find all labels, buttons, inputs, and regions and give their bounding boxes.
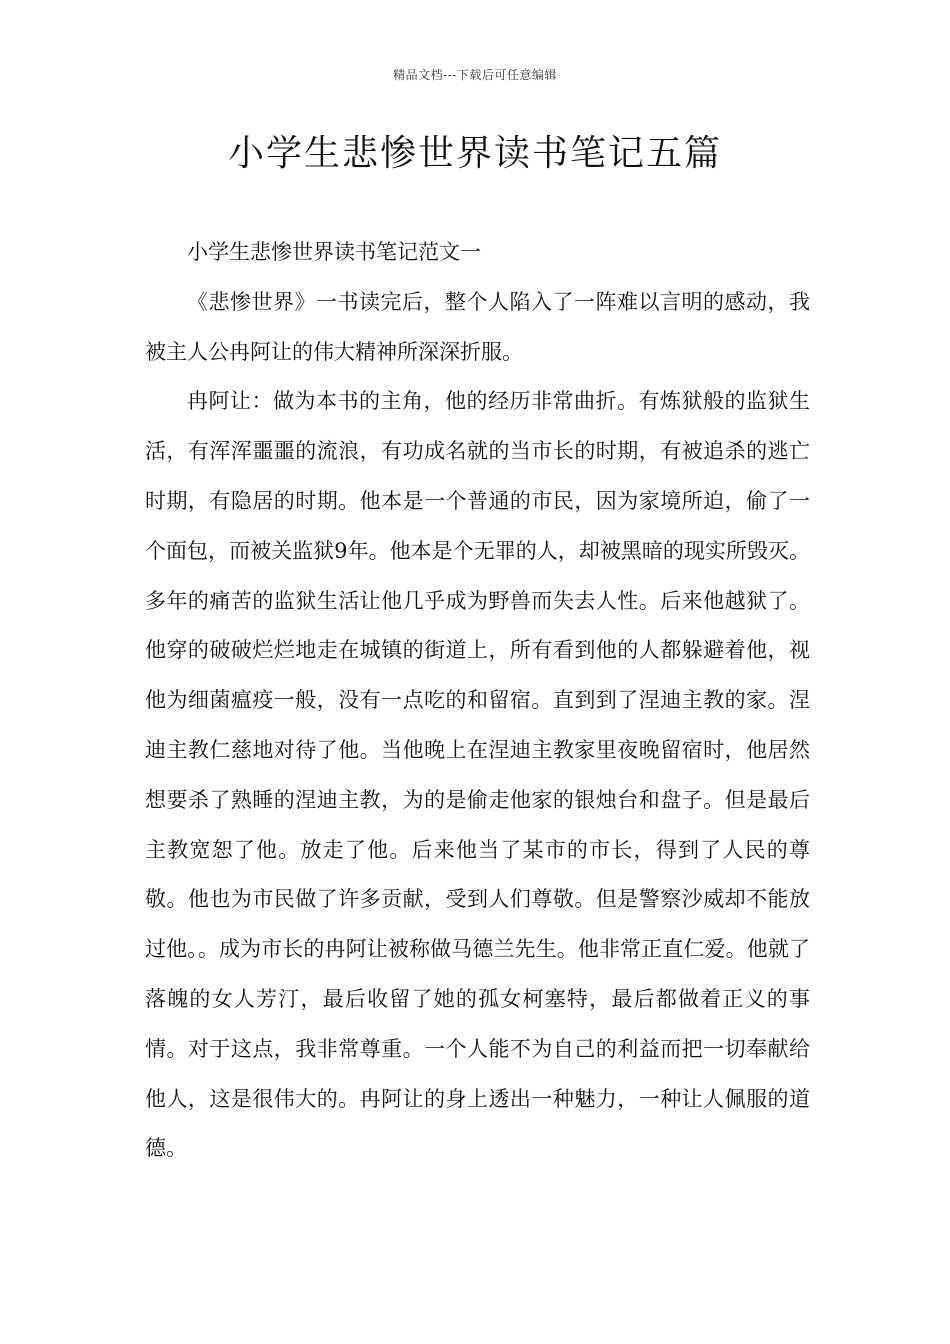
document-title: 小学生悲惨世界读书笔记五篇 [227,133,722,174]
header-note: 精品文档---下载后可任意编辑 [393,68,557,82]
paragraph-main: 冉阿让：做为本书的主角，他的经历非常曲折。有炼狱般的监狱生活，有浑浑噩噩的流浪，有功成名就的当市长的时期，有被追杀的逃亡时期，有隐居的时期。他本是一个普通的市民，因为家境所迫，偷了一个面包，而被关监狱9年。他本是个无罪的人，却被黑暗的现实所毁灭。多年的痛苦的监狱生活让他几乎成为野兽而失去人性。后来他越狱了。他穿的破破烂烂地走在城镇的街道上，所有看到他的人都躲避着他，视他为细菌瘟疫一般，没有一点吃的和留宿。直到到了涅迪主教的家。涅迪主教仁慈地对待了他。当他晚上在涅迪主教家里夜晚留宿时，他居然想要杀了熟睡的涅迪主教，为的是偷走他家的银烛台和盘子。但是最后主教宽恕了他。放走了他。后来他当了某市的市长，得到了人民的尊敬。他也为市民做了许多贡献，受到人们尊敬。但是警察沙威却不能放过他。。成为市长的冉阿让被称做马德兰先生。他非常正直仁爱。他就了落魄的女人芳汀，最后收留了她的孤女柯塞特，最后都做着正义的事情。对于这点，我非常尊重。一个人能不为自己的利益而把一切奉献给他人，这是很伟大的。冉阿让的身上透出一种魅力，一种让人佩服的道德。 [145,389,810,1161]
paragraph-intro: 《悲惨世界》一书读完后，整个人陷入了一阵难以言明的感动，我被主人公冉阿让的伟大精神所深深折服。 [145,289,810,364]
document-subtitle: 小学生悲惨世界读书笔记范文一 [187,240,481,264]
document-body [145,228,810,1174]
